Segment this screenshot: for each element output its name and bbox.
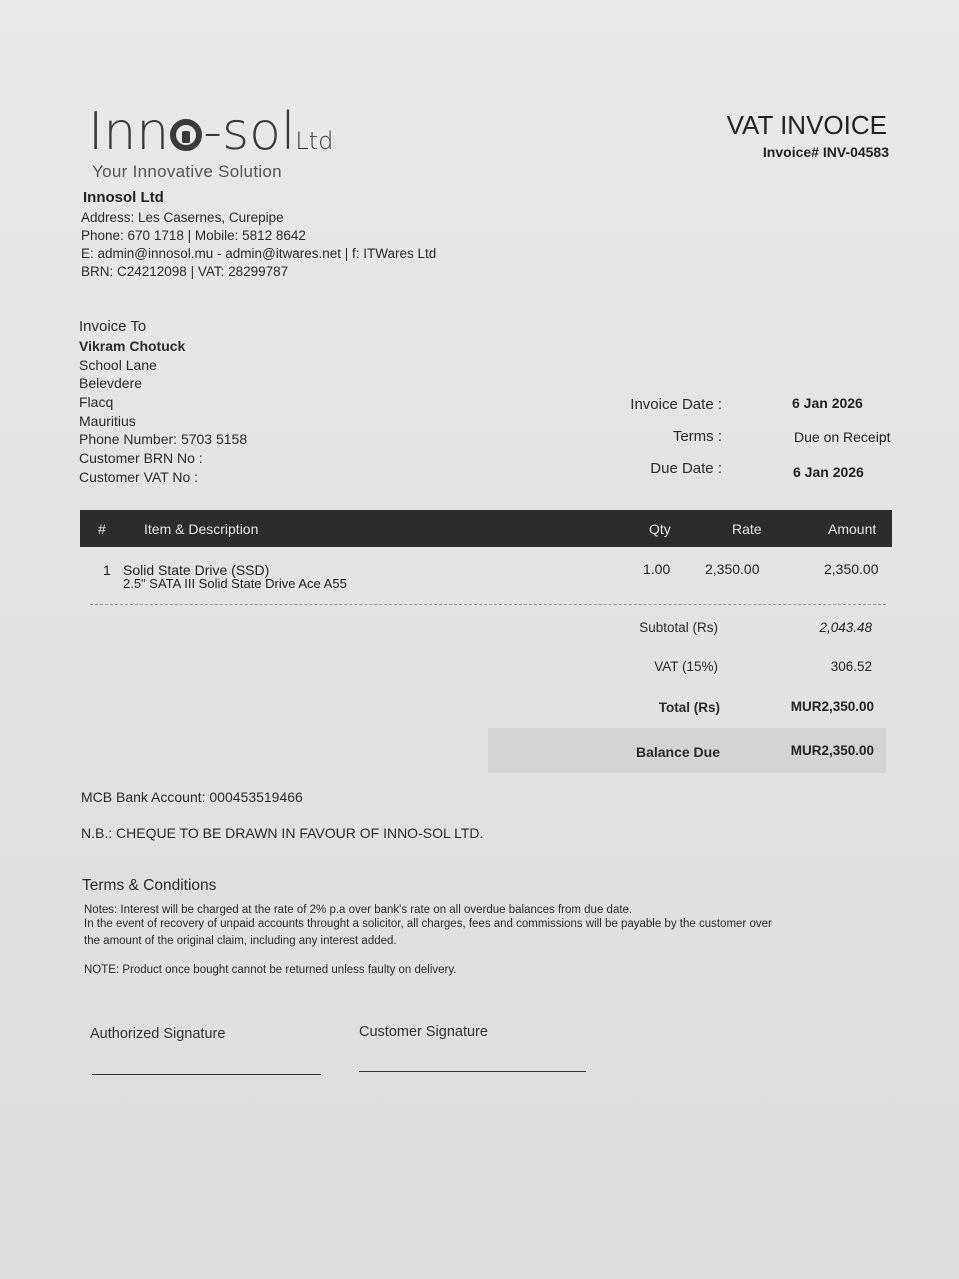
row-rate: 2,350.00: [705, 561, 760, 577]
due-date-label: Due Date :: [650, 460, 722, 477]
row-num: 1: [103, 562, 111, 578]
terms-note: Notes: Interest will be charged at the rate of 2% p.a over bank's rate on all overdue balances from due date.: [84, 904, 633, 916]
col-num-header: #: [98, 521, 106, 537]
invoice-date-value: 6 Jan 2026: [792, 395, 863, 411]
customer-signature-label: Customer Signature: [359, 1024, 488, 1040]
authorized-signature-label: Authorized Signature: [90, 1026, 226, 1042]
total-value: MUR2,350.00: [790, 699, 874, 714]
row-amount: 2,350.00: [824, 561, 879, 577]
company-logo: [88, 104, 333, 169]
row-item-description: 2.5" SATA III Solid State Drive Ace A55: [123, 576, 347, 591]
balance-due-value: MUR2,350.00: [790, 743, 874, 758]
authorized-signature-line: [92, 1074, 321, 1075]
customer-vat: Customer VAT No :: [79, 469, 199, 485]
terms-label: Terms :: [672, 428, 722, 445]
plug-icon: [170, 119, 202, 151]
customer-phone: Phone Number: 5703 5158: [79, 431, 248, 447]
row-item-name: Solid State Drive (SSD): [123, 562, 270, 578]
customer-signature-line: [359, 1071, 586, 1072]
customer-address-line: School Lane: [79, 357, 157, 373]
due-date-value: 6 Jan 2026: [793, 464, 864, 480]
logo-suffix: Ltd: [295, 127, 334, 155]
terms-value: Due on Receipt: [794, 429, 891, 445]
terms-note: In the event of recovery of unpaid accounts throught a solicitor, all charges, fees and commissions will be payable by the customer over: [84, 918, 772, 930]
subtotal-value: 2,043.48: [819, 620, 872, 635]
terms-note: the amount of the original claim, including any interest added.: [84, 935, 397, 947]
row-qty: 1.00: [643, 561, 671, 577]
company-emails: E: admin@innosol.mu - admin@itwares.net | f: ITWares Ltd: [81, 246, 437, 261]
subtotal-label: Subtotal (Rs): [639, 620, 718, 635]
terms-title: Terms & Conditions: [82, 877, 217, 894]
logo-wordmark: [88, 104, 333, 169]
company-ids: BRN: C24212098 | VAT: 28299787: [81, 264, 289, 279]
table-divider: [90, 604, 886, 605]
items-table-header: [80, 510, 892, 547]
company-name: Innosol Ltd: [83, 189, 164, 206]
cheque-note: N.B.: CHEQUE TO BE DRAWN IN FAVOUR OF INNO-SOL LTD.: [81, 825, 484, 841]
logo-tagline: Your Innovative Solution: [92, 162, 282, 181]
invoice-date-label: Invoice Date :: [630, 396, 722, 413]
bank-account: MCB Bank Account: 000453519466: [81, 789, 303, 805]
customer-address-line: Mauritius: [79, 413, 136, 429]
col-item-header: Item & Description: [144, 521, 259, 537]
company-phones: Phone: 670 1718 | Mobile: 5812 8642: [81, 228, 306, 243]
col-rate-header: Rate: [732, 521, 762, 537]
return-policy-note: NOTE: Product once bought cannot be returned unless faulty on delivery.: [84, 964, 457, 976]
total-label: Total (Rs): [658, 700, 720, 715]
bill-to-heading: Invoice To: [79, 318, 147, 335]
customer-brn: Customer BRN No :: [79, 450, 203, 466]
balance-due-label: Balance Due: [635, 744, 720, 760]
col-amount-header: Amount: [828, 521, 877, 537]
customer-name: Vikram Chotuck: [79, 338, 186, 354]
customer-address-line: Flacq: [79, 394, 114, 410]
logo-name-part1: Inn: [88, 102, 170, 162]
document-title: VAT INVOICE: [726, 110, 887, 140]
vat-value: 306.52: [830, 659, 872, 674]
customer-address-line: Belevdere: [79, 375, 143, 391]
logo-name-part2: -sol: [203, 102, 296, 162]
vat-label: VAT (15%): [654, 659, 718, 674]
col-qty-header: Qty: [649, 521, 671, 537]
company-address: Address: Les Casernes, Curepipe: [81, 210, 284, 225]
invoice-number: Invoice# INV-04583: [762, 144, 889, 160]
